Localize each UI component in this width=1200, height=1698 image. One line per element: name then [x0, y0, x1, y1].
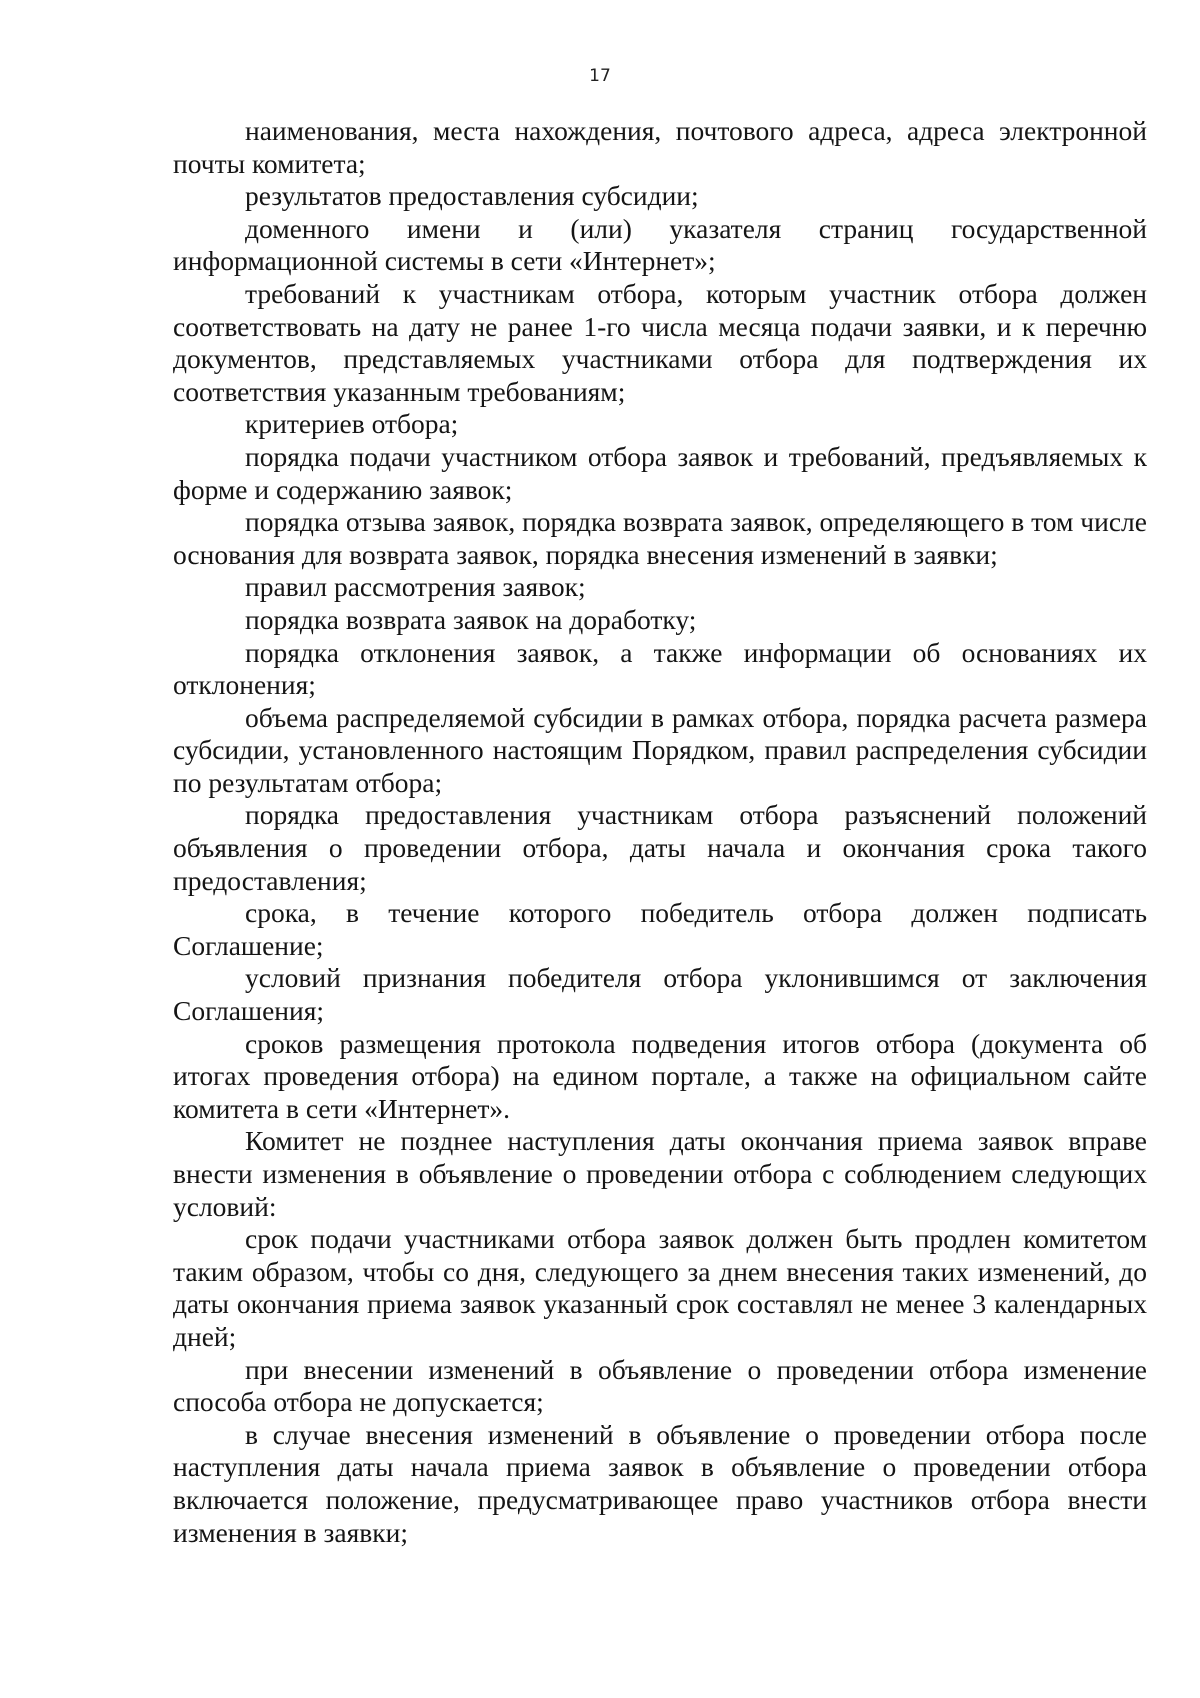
- paragraph: результатов предоставления субсидии;: [245, 180, 699, 212]
- paragraph: порядка отклонения заявок, а также информации об основаниях их отклонения;: [173, 636, 1147, 701]
- paragraph: условий признания победителя отбора уклонившимся от заключения Соглашения;: [173, 962, 1147, 1027]
- paragraph: Комитет не позднее наступления даты окончания приема заявок вправе внести изменения в объявление о проведении отбора с соблюдением следующих условий:: [173, 1125, 1147, 1222]
- paragraph: порядка возврата заявок на доработку;: [245, 603, 697, 635]
- paragraph: требований к участникам отбора, которым участник отбора должен соответствовать на дату не ранее 1-го числа месяца подачи заявки, и к перечню документов, представляемых участниками отбора для подтверждения их соответствия указанным требованиям;: [173, 277, 1147, 407]
- document-body: [173, 115, 1147, 1549]
- paragraph: порядка предоставления участникам отбора разъяснений положений объявления о проведении отбора, даты начала и окончания срока такого предоставления;: [173, 799, 1147, 896]
- page-number: 17: [589, 66, 611, 86]
- paragraph: объема распределяемой субсидии в рамках отбора, порядка расчета размера субсидии, установленного настоящим Порядком, правил распределения субсидии по результатам отбора;: [173, 701, 1147, 798]
- paragraph: срока, в течение которого победитель отбора должен подписать Соглашение;: [173, 897, 1147, 961]
- paragraph: срок подачи участниками отбора заявок должен быть продлен комитетом таким образом, чтобы со дня, следующего за днем внесения таких изменений, до даты окончания приема заявок указанный срок составлял не менее 3 календарных дней;: [173, 1223, 1147, 1352]
- paragraph: в случае внесения изменений в объявление о проведении отбора после наступления даты начала приема заявок в объявление о проведении отбора включается положение, предусматривающее право участников отбора внести изменения в заявки;: [173, 1418, 1147, 1548]
- paragraph: доменного имени и (или) указателя страниц государственной информационной системы в сети «Интернет»;: [173, 212, 1147, 277]
- paragraph: при внесении изменений в объявление о проведении отбора изменение способа отбора не допускается;: [173, 1353, 1147, 1418]
- paragraph: правил рассмотрения заявок;: [245, 571, 586, 603]
- paragraph: критериев отбора;: [245, 408, 459, 440]
- paragraph: наименования, места нахождения, почтового адреса, адреса электронной почты комитета;: [173, 115, 1147, 179]
- paragraph: сроков размещения протокола подведения итогов отбора (документа об итогах проведения отбора) на едином портале, а также на официальном сайте комитета в сети «Интернет».: [173, 1027, 1147, 1124]
- paragraph: порядка отзыва заявок, порядка возврата заявок, определяющего в том числе основания для возврата заявок, порядка внесения изменений в заявки;: [173, 506, 1147, 570]
- paragraph: порядка подачи участником отбора заявок и требований, предъявляемых к форме и содержанию заявок;: [173, 440, 1147, 505]
